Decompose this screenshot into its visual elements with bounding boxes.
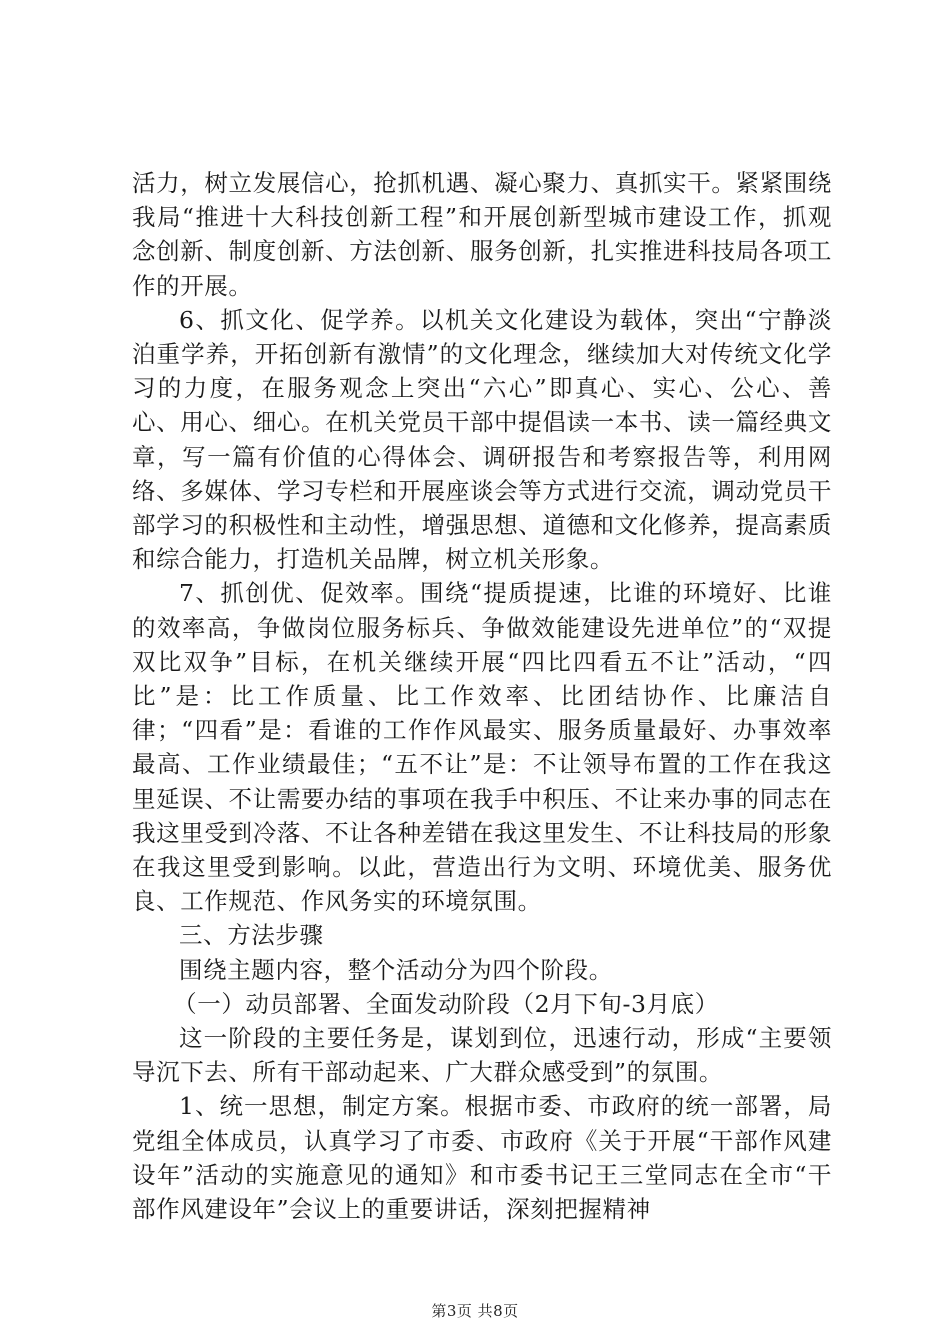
paragraph-item-7: 7、抓创优、促效率。围绕“提质提速，比谁的环境好、比谁的效率高，争做岗位服务标兵、争做效能建设先进单位”的“双提双比双争”目标，在机关继续开展“四比四看五不让”活动，“四比”是：比工作质量、比工作效率、比团结协作、比廉洁自律；“四看”是：看谁的工作作风最实、服务质量最好、办事效率最高、工作业绩最佳；“五不让”是：不让领导布置的工作在我这里延误、不让需要办结的事项在我手中积压、不让来办事的同志在我这里受到冷落、不让各种差错在我这里发生、不让科技局的形象在我这里受到影响。以此，营造出行为文明、环境优美、服务优良、工作规范、作风务实的环境氛围。 (132, 579, 832, 916)
paragraph-item-6: 6、抓文化、促学养。以机关文化建设为载体，突出“宁静淡泊重学养，开拓创新有激情”的文化理念，继续加大对传统文化学习的力度，在服务观念上突出“六心”即真心、实心、公心、善心、用心、细心。在机关党员干部中提倡读一本书、读一篇经典文章，写一篇有价值的心得体会、调研报告和考察报告等，利用网络、多媒体、学习专栏和开展座谈会等方式进行交流，调动党员干部学习的积极性和主动性，增强思想、道德和文化修养，提高素质和综合能力，打造机关品牌，树立机关形象。 (132, 305, 832, 574)
paragraph-stages-intro: 围绕主题内容，整个活动分为四个阶段。 (179, 955, 613, 984)
paragraph-stage-1-task: 这一阶段的主要任务是，谋划到位，迅速行动，形成“主要领导沉下去、所有干部动起来、广大群众感受到”的氛围。 (132, 1024, 832, 1087)
paragraph-step-1: 1、统一思想，制定方案。根据市委、市政府的统一部署，局党组全体成员，认真学习了市委、市政府《关于开展“干部作风建设年”活动的实施意见的通知》和市委书记王三堂同志在全市“干部作风建设年”会议上的重要讲话，深刻把握精神 (132, 1092, 832, 1224)
section-heading-methods: 三、方法步骤 (179, 921, 324, 950)
page-footer: 第3页 共8页 (431, 1302, 519, 1320)
paragraph-continuation: 活力，树立发展信心，抢抓机遇、凝心聚力、真抓实干。紧紧围绕我局“推进十大科技创新工程”和开展创新型城市建设工作，抓观念创新、制度创新、方法创新、服务创新，扎实推进科技局各项工作的开展。 (132, 169, 832, 300)
subsection-heading-stage-1: （一）动员部署、全面发动阶段（2月下旬-3月底） (173, 989, 719, 1018)
body-text (132, 166, 832, 1226)
